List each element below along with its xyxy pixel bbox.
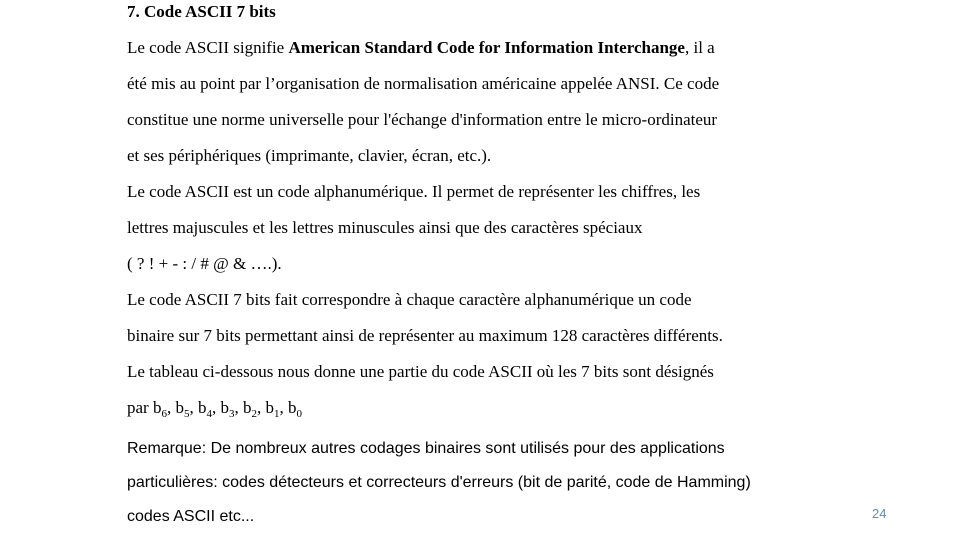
remark-line1: Remarque: De nombreux autres codages binaires sont utilisés pour des applications (127, 440, 725, 457)
bit-letter: b (197, 398, 207, 417)
paragraph2-line2: lettres majuscules et les lettres minuscules ainsi que des caractères spéciaux (127, 218, 643, 237)
bit-index: 0 (296, 408, 302, 420)
section-heading: 7. Code ASCII 7 bits (127, 2, 276, 21)
bit-label (175, 398, 198, 420)
bit-separator: , (234, 398, 243, 417)
bit-label (287, 398, 302, 420)
bit-index: 6 (161, 408, 167, 420)
bit-label (242, 398, 266, 420)
paragraph3-line2: binaire sur 7 bits permettant ainsi de représenter au maximum 128 caractères différents. (127, 326, 723, 345)
bit-index: 2 (251, 408, 257, 420)
bit-label (152, 398, 176, 420)
bit-letter: b (175, 398, 184, 417)
paragraph1-line2: été mis au point par l’organisation de normalisation américaine appelée ANSI. Ce code (127, 74, 720, 93)
bit-index: 1 (273, 408, 280, 420)
bit-separator: , (211, 398, 221, 417)
paragraph1-line1 (127, 38, 715, 58)
paragraph1-intro-end: , il a (684, 38, 715, 57)
bit-letter: b (287, 398, 297, 417)
paragraph1-intro: Le code ASCII signifie (127, 38, 289, 57)
remark-line2: particulières: codes détecteurs et correcteurs d'erreurs (bit de parité, code de Hamming) (127, 474, 751, 491)
bit-index: 5 (183, 408, 190, 420)
special-characters-line: ( ? ! + - : / # @ & ….). (127, 254, 282, 273)
bit-separator: , (189, 398, 198, 417)
bit-index: 4 (206, 408, 212, 420)
bit-letter: b (265, 398, 274, 417)
bit-label (220, 398, 243, 420)
bit-label (265, 398, 288, 420)
bit-letter: b (152, 398, 162, 417)
paragraph1-line3: constitue une norme universelle pour l'échange d'information entre le micro-ordinateur (127, 110, 718, 129)
bit-separator: , (166, 398, 176, 417)
bit-label (197, 398, 221, 420)
bit-list (152, 398, 302, 420)
bit-separator: , (256, 398, 266, 417)
paragraph4-line1: Le tableau ci-dessous nous donne une partie du code ASCII où les 7 bits sont désignés (127, 362, 714, 381)
bit-separator: , (279, 398, 288, 417)
bit-index: 3 (228, 408, 235, 420)
bit-letter: b (220, 398, 229, 417)
bit-designation-line (127, 398, 302, 418)
bit-letter: b (242, 398, 252, 417)
paragraph1-line4: et ses périphériques (imprimante, clavier, écran, etc.). (127, 146, 492, 165)
bit-designation-prefix: par (127, 398, 153, 417)
paragraph3-line1: Le code ASCII 7 bits fait correspondre à chaque caractère alphanumérique un code (127, 290, 692, 309)
page-number: 24 (872, 506, 887, 521)
paragraph2-line1: Le code ASCII est un code alphanumérique. Il permet de représenter les chiffres, les (127, 182, 701, 201)
ascii-expansion: American Standard Code for Information Interchange (288, 38, 685, 57)
remark-line3: codes ASCII etc... (127, 508, 255, 525)
